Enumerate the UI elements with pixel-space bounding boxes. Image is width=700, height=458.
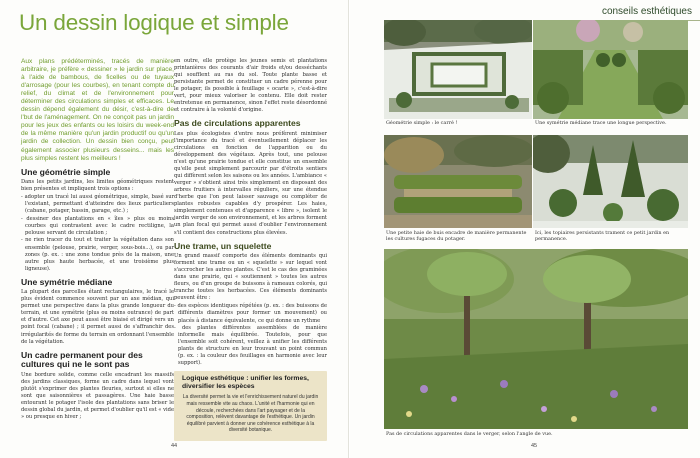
heading-cadre: Un cadre permanent pour des cultures qui ne le sont pas [21, 349, 143, 370]
photo-orchard-meadow [384, 249, 688, 429]
list-item: - adopter un tracé lui aussi géométrique, simple, basé sur l'existant, permettant d'atteindre des lieux particuliers (cabane, potager, bassin, garage, etc.) ; [21, 194, 174, 215]
heading-pas-de-circulations: Pas de circulations apparentes [174, 118, 301, 129]
photo-snowy-square-garden [384, 20, 532, 119]
list-item: - des plantes différentes assemblées de manière informelle mais équilibrée. Toutefois, pour que l'ensemble soit cohérent, veillez à unifier les différents plants de structure en leur trouvant un point commun (p. ex. : la couleur des feuillages en harmonie avec leur support). [174, 325, 327, 367]
paragraph-geometrie: Dans les petits jardins, les limites géométriques restent bien présentes et impliquent trois options : [21, 179, 174, 193]
list-item: - dessiner des plantations en « îles » plus ou moins courbes qui contrastent avec le cadre rectiligne, la pelouse servant de circulation ; [21, 215, 174, 236]
left-column [21, 58, 174, 422]
page-title: Un dessin logique et simple [19, 10, 289, 35]
heading-geometrie: Une géométrie simple [21, 166, 111, 177]
page-number-right: 45 [531, 443, 538, 449]
photo-topiaries-snow [533, 135, 688, 228]
page-number-left: 44 [171, 443, 178, 449]
paragraph-trame: Un grand massif comporte des éléments dominants qui forment une trame ou un « squelette » sur lequel vont s'accrocher les autres plantes. C'est le cas des graminées dans une prairie, qui « soutiennent » toutes les autres fleurs, ou d'un groupe de buissons à rameaux colorés, qui tranche toutes les herbacées. Ces éléments dominants peuvent être : [174, 253, 327, 302]
list-geometrie [21, 194, 174, 273]
caption-photo-1: Géométrie simple : le carré ! [386, 120, 458, 126]
intro-paragraph: Aux plans prédéterminés, tracés de manière arbitraire, je préfère « dessiner » le jardin sur place, à l'aide de bambous, de ficelles ou de tuyaux d'arrosage (pour les courbes), en tenant compte du relief, du climat et de l'environnement pour déterminer des circulations simples et efficaces. Le dessin dépend également du désir, c'est-à-dire de l'but de l'aménagement. On ne conçoit pas un jardin pour les jeux des enfants ou les loisirs du week-end de la même manière qu'un jardin productif ou qu'un jardin de collection. Un dessin bien conçu, peut également associer plusieurs desseins... mais les plus simples restent les meilleurs ! [21, 58, 174, 162]
caption-photo-2: Une symétrie médiane trace une longue perspective. [535, 120, 667, 126]
section-label: conseils esthétiques [601, 6, 692, 17]
caption-photo-4: Ici, les topiaires persistants trament ce petit jardin en permanence. [535, 230, 670, 242]
box-text: La diversité permet la vie et l'enrichissement naturel du jardin mais ressemble vite au chaos. L'unité et l'harmonie qui en découle, recherchées dans l'art paysager et de la composition, relèvent davantage de l'esthétique. Un jardin équilibré parvient à donner une cohérence esthétique à la diversité botanique. [182, 394, 319, 434]
left-page [0, 0, 349, 458]
photo-box-hedge-kitchen-garden [384, 135, 532, 228]
heading-symetrie: Une symétrie médiane [21, 276, 113, 287]
heading-trame: Une trame, un squelette [174, 240, 272, 251]
list-item: - ne rien tracer du tout et traiter la végétation dans son ensemble (pelouse, prairie, verger, sous-bois...), ou par zones (p. ex. : une zone tondue près de la maison, une autre plus haute herbacée, et une troisième plus ligneuse). [21, 237, 174, 272]
caption-photo-5: Pas de circulations apparentes dans le verger, selon l'angle de vue. [386, 431, 553, 437]
paragraph-pas-de-circulations: Les plus écologistes d'entre nous préfèrent minimiser l'importance du tracé et éventuellement déplacer les circulations en fonction de l'apparition ou du développement des végétaux. Après tout, une pelouse n'est qu'une prairie tondue et elle constitue un ensemble qu'elle peut simplement parcourir par d'étroits sentiers qui diffèrent selon les saisons ou les années. L'ambiance « verger » s'obtient ainsi très simplement en disposant des arbres fruitiers à intervalles réguliers, sur une étendue d'herbe que l'on peut laisser sauvage ou compléter de plantes robustes capables d'y prospérer. Les haies, simplement contenues et d'apparence « libre », isolent le jardin verger de son environnement, et les arbres forment un plan focal qui permet aussi d'oublier l'environnement s'il contient des constructions plus élevées. [174, 130, 327, 236]
section-header [583, 4, 700, 21]
right-column [174, 58, 327, 441]
caption-photo-3: Une petite haie de buis encadre de manière permanente les cultures fugaces du potager. [386, 230, 527, 242]
list-trame [174, 303, 327, 367]
paragraph-continued: en outre, elle protège les jeunes semis et plantations printanières des courants d'air froids et/ou desséchants qui soufflent au ras du sol. Toute plante basse et persistante permet de constituer un cadre pérenne pour le potager, ils possible à feuillage « ocarte », c'est-à-dire vert, pour mieux valoriser le contenu. Elle doit rester entretenue en permanence, sinon l'effet reste désordonné et contraire à la volonté d'origine. [174, 58, 327, 114]
list-item: - des espèces identiques répétées (p. ex. : des buissons de différents diamètres pour former un mouvement) ou placés à distance équivalente, ce qui donne un rythme [174, 303, 327, 324]
aesthetic-logic-box [174, 371, 327, 441]
box-title: Logique esthétique : unifier les formes, diversifier les espèces [182, 375, 309, 391]
paragraph-cadre: Une bordure solide, comme celle encadrant les massifs des jardins classiques, forme un cadre dans lequel vont plutôt s'exprimer des plantes fleuries, surtout si elles ne sont que saisonnières et passagères. Une haie basse entourant le potager l'isole des plantations sans briser le dessin global du jardin, et permet d'oublier qu'il est « vide » ou presque en hiver ; [21, 371, 174, 420]
paragraph-symetrie: La plupart des parcelles étant rectangulaires, le tracé le plus évident commence souvent par un axe médian, qui permet une perspective dans la plus grande longueur du terrain, et une symétrie (plus ou moins outrance) de part et d'autre. Cet axe peut aussi être biaisé et dirigé vers un point focal (cabane) ; il permet aussi de s'affranchir des irrégularités de forme du terrain en ordonnant l'ensemble de la végétation. [21, 289, 174, 345]
photo-median-symmetry [533, 20, 688, 119]
